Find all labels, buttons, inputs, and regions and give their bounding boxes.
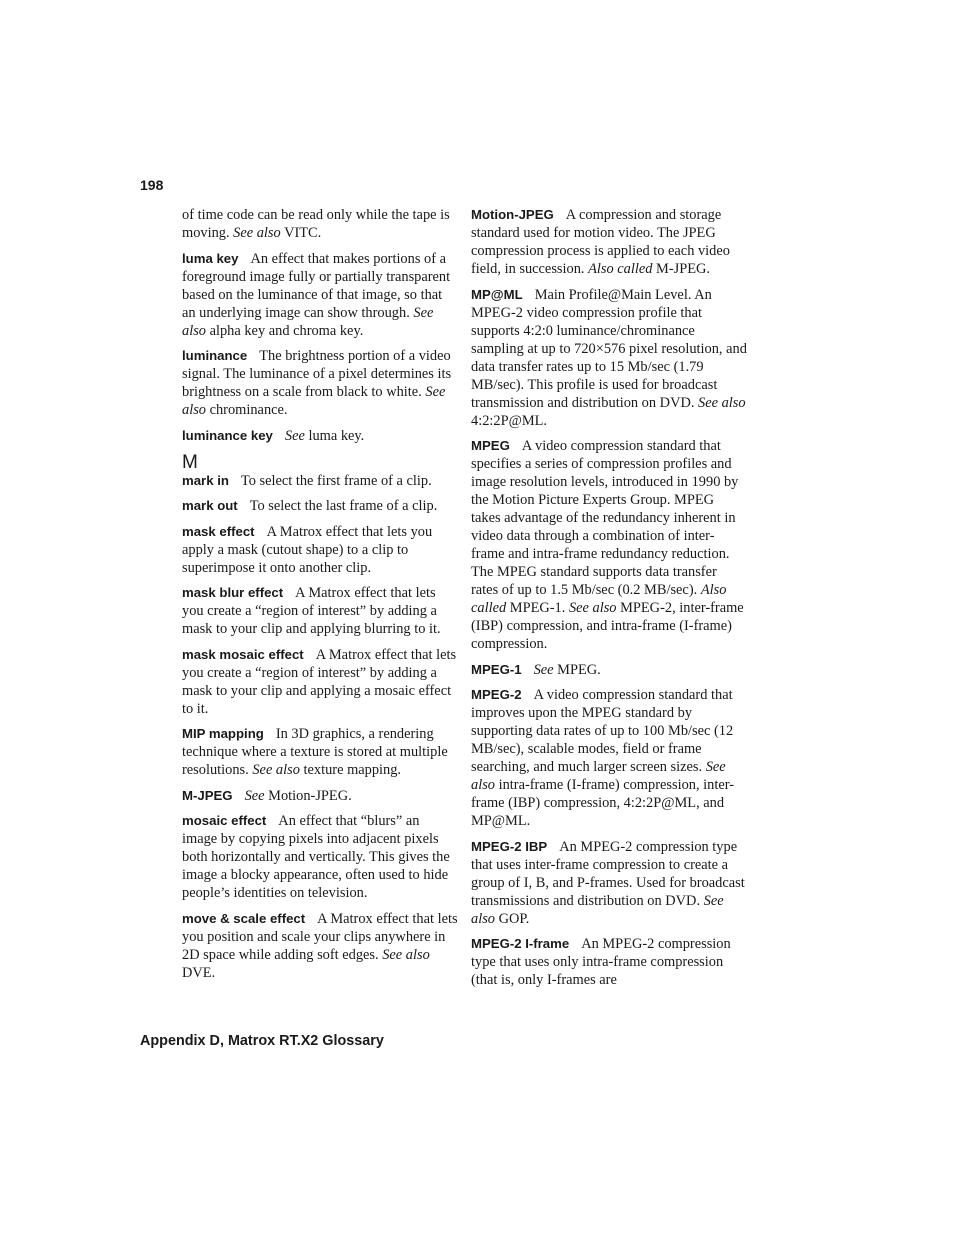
glossary-term: mark in [182, 472, 229, 488]
definition-text: A video compression standard that improves upon the MPEG standard by supporting data rates of up to 100 Mb/sec (12 MB/sec), scalable modes, field or frame searching, and much larger screen sizes. [471, 687, 734, 775]
definition-text: A Matrox effect that lets you create a “region of interest” by adding a mask to your clip and applying blurring to it. [182, 585, 441, 637]
glossary-entry [182, 584, 458, 638]
definition-text: A Matrox effect that lets you position and scale your clips anywhere in 2D space while adding soft edges. [182, 910, 458, 963]
see-ref: See also [568, 600, 617, 616]
see-ref: See also [471, 759, 726, 793]
see-ref: See also [698, 394, 746, 411]
see-ref: Also called [471, 582, 727, 616]
glossary-term: Motion-JPEG [471, 207, 554, 222]
glossary-term: MPEG-1 [471, 661, 522, 677]
glossary-term: M-JPEG [182, 787, 233, 803]
glossary-term: MIP mapping [182, 726, 264, 741]
left-column [182, 206, 458, 989]
definition-text: luma key. [304, 427, 365, 444]
glossary-entry [182, 725, 458, 779]
glossary-entry [182, 523, 458, 577]
glossary-term: MPEG-2 [471, 687, 522, 702]
definition-text: GOP. [495, 910, 530, 927]
definition-text: texture mapping. [299, 762, 402, 778]
glossary-term: mask blur effect [182, 585, 284, 600]
glossary-entry [182, 646, 458, 718]
glossary-term: mask mosaic effect [182, 646, 304, 662]
see-ref: See [533, 661, 554, 678]
page-number: 198 [140, 177, 164, 193]
definition-text: An MPEG-2 compression type that uses only intra-frame compression (that is, only I-frames are [471, 936, 731, 988]
definition-text: An MPEG-2 compression type that uses inter-frame compression to create a group of I, B, and P-frames. Used for broadcast transmissions and distribution on DVD. [471, 838, 745, 909]
glossary-entry [471, 661, 747, 679]
glossary-term: mark out [182, 498, 238, 513]
definition-text: An effect that makes portions of a foreground image fully or partially transparent based on the luminance of that image, so that an underlying image can show through. [182, 250, 451, 321]
glossary-term: move & scale effect [182, 910, 306, 926]
glossary-entry [471, 286, 747, 430]
glossary-term: mask effect [182, 523, 255, 539]
glossary-entry [182, 250, 458, 340]
glossary-entry [182, 427, 458, 445]
footer: Appendix D, Matrox RT.X2 Glossary [140, 1033, 384, 1049]
definition-text: A video compression standard that specifies a series of compression profiles and image resolution levels, introduced in 1990 by the Motion Picture Experts Group. MPEG takes advantage of the redundancy inherent in video data through a combination of inter-frame and intra-frame redundancy reduction. The MPEG standard supports data transfer rates of up to 1.5 Mb/sec (0.2 MB/sec). [471, 438, 739, 598]
definition-text: An effect that “blurs” an image by copying pixels into adjacent pixels both horizontally and vertically. This gives the image a blocky appearance, often used to hide people’s identities on television. [182, 813, 450, 901]
definition-text: A Matrox effect that lets you apply a mask (cutout shape) to a clip to superimpose it onto another clip. [182, 523, 433, 576]
see-ref: See also [471, 892, 724, 927]
glossary-term: luminance [182, 348, 248, 363]
see-ref: Also called [588, 261, 653, 277]
glossary-term: MP@ML [471, 286, 523, 302]
glossary-term: MPEG [471, 438, 510, 453]
glossary-entry [182, 497, 458, 515]
glossary-term: MPEG-2 IBP [471, 838, 548, 854]
see-ref: See also [182, 304, 434, 339]
definition-text: A Matrox effect that lets you create a “region of interest” by adding a mask to your clip and applying a mosaic effect to it. [182, 646, 457, 717]
see-ref: See [284, 427, 305, 444]
see-ref: See [244, 787, 265, 804]
entries-right [471, 206, 747, 989]
def-text: of time code can be read only while the tape is moving. [182, 207, 450, 241]
glossary-entry [471, 686, 747, 830]
see-ref: See also [382, 946, 430, 963]
glossary-entry [182, 910, 458, 982]
glossary-entry [182, 812, 458, 902]
entries-m [182, 472, 458, 982]
definition-text: MPEG-2, inter-frame (IBP) compression, and intra-frame (I-frame) compression. [471, 600, 744, 652]
glossary-entry [471, 206, 747, 278]
def-text: VITC. [280, 225, 322, 241]
definition-text: The brightness portion of a video signal. The luminance of a pixel determines its brightness on a scale from black to white. [182, 348, 452, 400]
section-letter: M [182, 451, 198, 473]
definition-text: MPEG. [553, 661, 601, 678]
definition-text: DVE. [182, 964, 216, 981]
see-ref: See also [233, 225, 281, 241]
definition-text: M-JPEG. [652, 261, 711, 277]
definition-text: alpha key and chroma key. [206, 322, 364, 339]
glossary-entry [182, 472, 458, 490]
definition-text: To select the first frame of a clip. [240, 472, 432, 489]
continuation-text [182, 206, 458, 242]
glossary-term: luminance key [182, 427, 273, 443]
glossary-entry [471, 935, 747, 989]
definition-text: intra-frame (I-frame) compression, inter-frame (IBP) compression, 4:2:2P@ML, and MP@ML. [471, 777, 735, 829]
glossary-entry [182, 787, 458, 805]
right-column [471, 206, 747, 997]
definition-text: 4:2:2P@ML. [471, 412, 548, 429]
glossary-entry [182, 347, 458, 419]
definition-text: Motion-JPEG. [264, 787, 352, 804]
glossary-term: MPEG-2 I-frame [471, 936, 570, 951]
definition-text: In 3D graphics, a rendering technique where a texture is stored at multiple resolutions. [182, 726, 448, 778]
see-ref: See also [252, 762, 300, 778]
glossary-term: luma key [182, 250, 239, 266]
definition-text: MPEG-1. [506, 600, 569, 616]
definition-text: chrominance. [206, 402, 288, 418]
glossary-entry [471, 838, 747, 928]
see-ref: See also [182, 384, 446, 418]
definition-text: A compression and storage standard used for motion video. The JPEG compression process is applied to each video field, in succession. [471, 207, 730, 277]
glossary-term: mosaic effect [182, 813, 267, 828]
definition-text: Main Profile@Main Level. An MPEG-2 video compression profile that supports 4:2:0 luminance/chrominance sampling at up to 720×576 pixel resolution, and data transfer rates up to 15 Mb/sec (1.79 MB/sec). This profile is used for broadcast transmission and distribution on DVD. [471, 286, 747, 411]
entries-top [182, 250, 458, 445]
definition-text: To select the last frame of a clip. [249, 498, 438, 514]
glossary-entry [471, 437, 747, 653]
